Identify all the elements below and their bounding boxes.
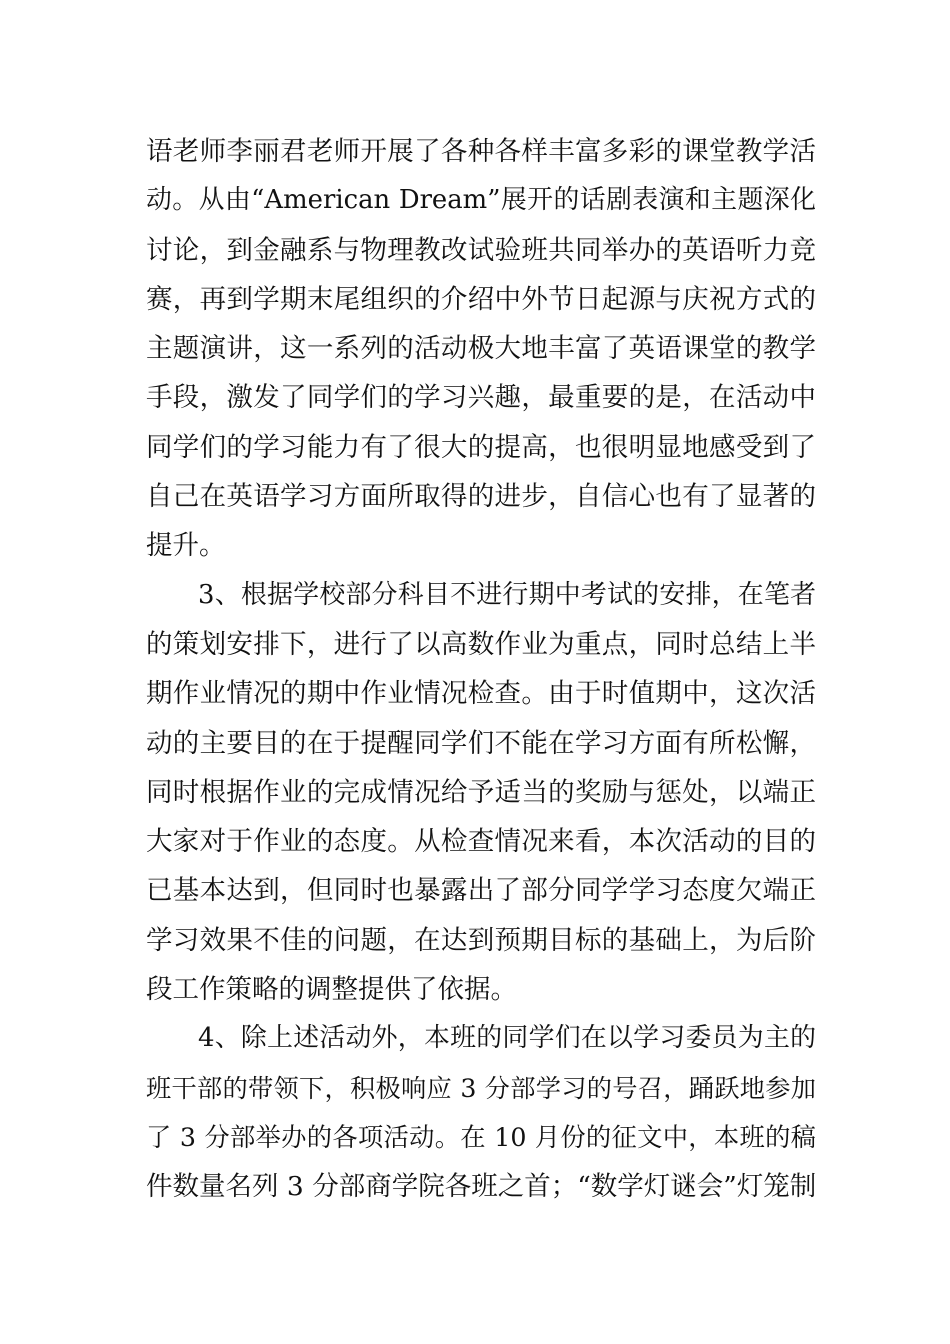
text-line: 已基本达到，但同时也暴露出了部分同学学习态度欠端正 <box>146 875 816 907</box>
text-line: 段工作策略的调整提供了依据。 <box>146 974 517 1006</box>
text-line: 了 3 分部举办的各项活动。在 10 月份的征文中，本班的稿 <box>146 1121 816 1152</box>
text-line: 自己在英语学习方面所取得的进步，自信心也有了显著的 <box>146 481 816 513</box>
text-line: 期作业情况的期中作业情况检查。由于时值期中，这次活 <box>146 678 816 710</box>
text-line: 动的主要目的在于提醒同学们不能在学习方面有所松懈， <box>146 727 816 759</box>
text-line: 的策划安排下，进行了以高数作业为重点，同时总结上半 <box>146 628 816 660</box>
text-line: 大家对于作业的态度。从检查情况来看，本次活动的目的 <box>146 826 816 858</box>
text-line: 学习效果不佳的问题，在达到预期目标的基础上，为后阶 <box>146 924 816 956</box>
text-line: 赛，再到学期末尾组织的介绍中外节日起源与庆祝方式的 <box>146 283 816 315</box>
text-line: 3、根据学校部分科目不进行期中考试的安排，在笔者 <box>198 579 816 610</box>
text-line: 手段，激发了同学们的学习兴趣，最重要的是，在活动中 <box>146 382 816 414</box>
text-line: 语老师李丽君老师开展了各种各样丰富多彩的课堂教学活 <box>146 136 816 167</box>
text-line: 件数量名列 3 分部商学院各班之首；“数学灯谜会”灯笼制 <box>146 1171 817 1203</box>
body-text <box>146 127 816 1212</box>
text-line: 提升。 <box>146 530 226 562</box>
text-line: 4、除上述活动外，本班的同学们在以学习委员为主的 <box>198 1023 816 1054</box>
text-line: 动。从由“American Dream”展开的话剧表演和主题深化 <box>146 185 816 216</box>
text-line: 同时根据作业的完成情况给予适当的奖励与惩处，以端正 <box>146 776 816 808</box>
text-line: 同学们的学习能力有了很大的提高，也很明显地感受到了 <box>146 431 816 463</box>
text-line: 班干部的带领下，积极响应 3 分部学习的号召，踊跃地参加 <box>146 1073 816 1103</box>
text-line: 主题演讲，这一系列的活动极大地丰富了英语课堂的教学 <box>146 333 816 365</box>
text-line: 讨论，到金融系与物理教改试验班共同举办的英语听力竞 <box>146 234 816 266</box>
